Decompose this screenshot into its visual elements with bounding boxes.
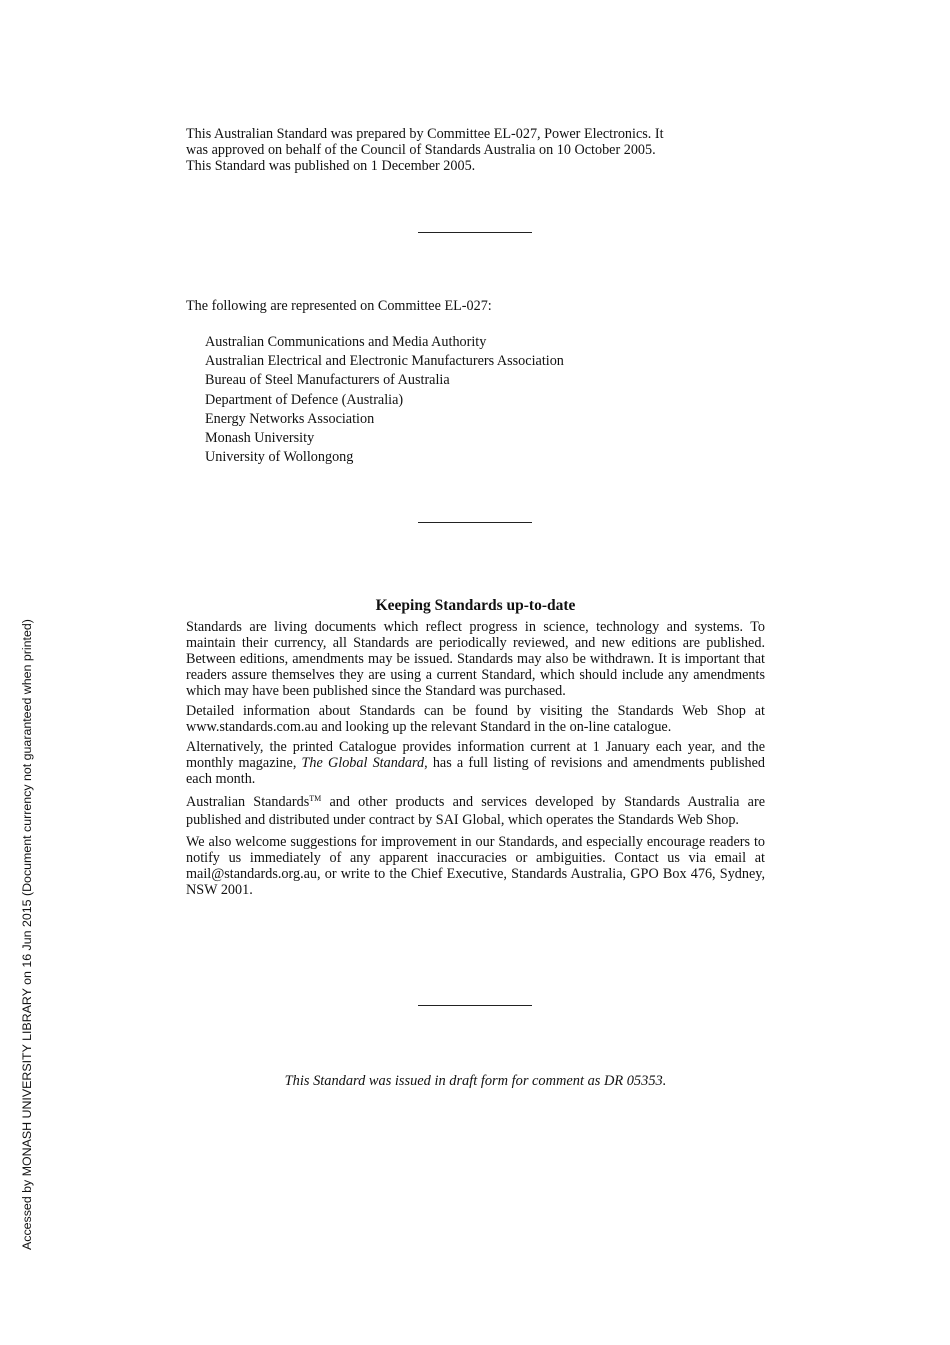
intro-line: was approved on behalf of the Council of Standards Australia on 10 October 2005.: [186, 142, 656, 158]
committee-member: Energy Networks Association: [205, 410, 375, 427]
paragraph: Standards are living documents which reflect progress in science, technology and systems. To maintain their currency, all Standards are periodically reviewed, and new editions are published. Between editions, amendments may be issued. Standards may also be withdrawn. It is important that readers assure themselves they are using a current Standard, which should include any amendments which may have been published since the Standard was purchased.: [186, 619, 765, 699]
draft-note: This Standard was issued in draft form for comment as DR 05353.: [284, 1073, 667, 1089]
section-divider: [418, 1005, 532, 1006]
publication-notice: [186, 126, 765, 174]
paragraph-text: and other products and services developed by Standards Australia are published and distributed under contract by SAI Global, which operates the Standards Web Shop.: [186, 794, 765, 828]
committee-member-list: [205, 333, 564, 467]
committee-member: Monash University: [205, 430, 315, 447]
paragraph-text: Australian Standards: [186, 794, 310, 810]
paragraph: We also welcome suggestions for improvement in our Standards, and especially encourage readers to notify us immediately of any apparent inaccuracies or ambiguities. Contact us via email at mail@standards.org.au, or write to the Chief Executive, Standards Australia, GPO Box 476, Sydney, NSW 2001.: [186, 834, 765, 898]
magazine-title: The Global Standard: [301, 755, 425, 771]
intro-line: This Australian Standard was prepared by Committee EL-027, Power Electronics. It: [186, 126, 664, 142]
paragraph-text: Alternatively, the printed Catalogue provides information current at 1 January each year, and the monthly magazine,: [186, 739, 765, 771]
committee-member: Australian Electrical and Electronic Manufacturers Association: [205, 353, 564, 370]
paragraph: [186, 739, 765, 787]
keeping-standards-body: [186, 619, 765, 898]
paragraph: Detailed information about Standards can be found by visiting the Standards Web Shop at www.standards.com.au and looking up the relevant Standard in the on-line catalogue.: [186, 703, 765, 735]
section-divider: [418, 522, 532, 523]
section-divider: [418, 232, 532, 233]
intro-line: This Standard was published on 1 December 2005.: [186, 158, 476, 174]
trademark-symbol: TM: [309, 794, 322, 803]
committee-intro-text: The following are represented on Committee EL-027:: [186, 298, 492, 314]
committee-member: University of Wollongong: [205, 449, 354, 466]
committee-member: Department of Defence (Australia): [205, 391, 404, 408]
access-watermark: Accessed by MONASH UNIVERSITY LIBRARY on 16 Jun 2015 (Document currency not guaranteed when printed): [20, 619, 34, 1250]
paragraph: [186, 793, 765, 829]
committee-member: Australian Communications and Media Authority: [205, 334, 487, 350]
paragraph-text: , has a full listing of revisions and amendments published each month.: [186, 755, 765, 787]
committee-intro: [186, 298, 765, 314]
committee-member: Bureau of Steel Manufacturers of Australia: [205, 372, 450, 389]
section-heading: Keeping Standards up-to-date: [375, 597, 576, 614]
